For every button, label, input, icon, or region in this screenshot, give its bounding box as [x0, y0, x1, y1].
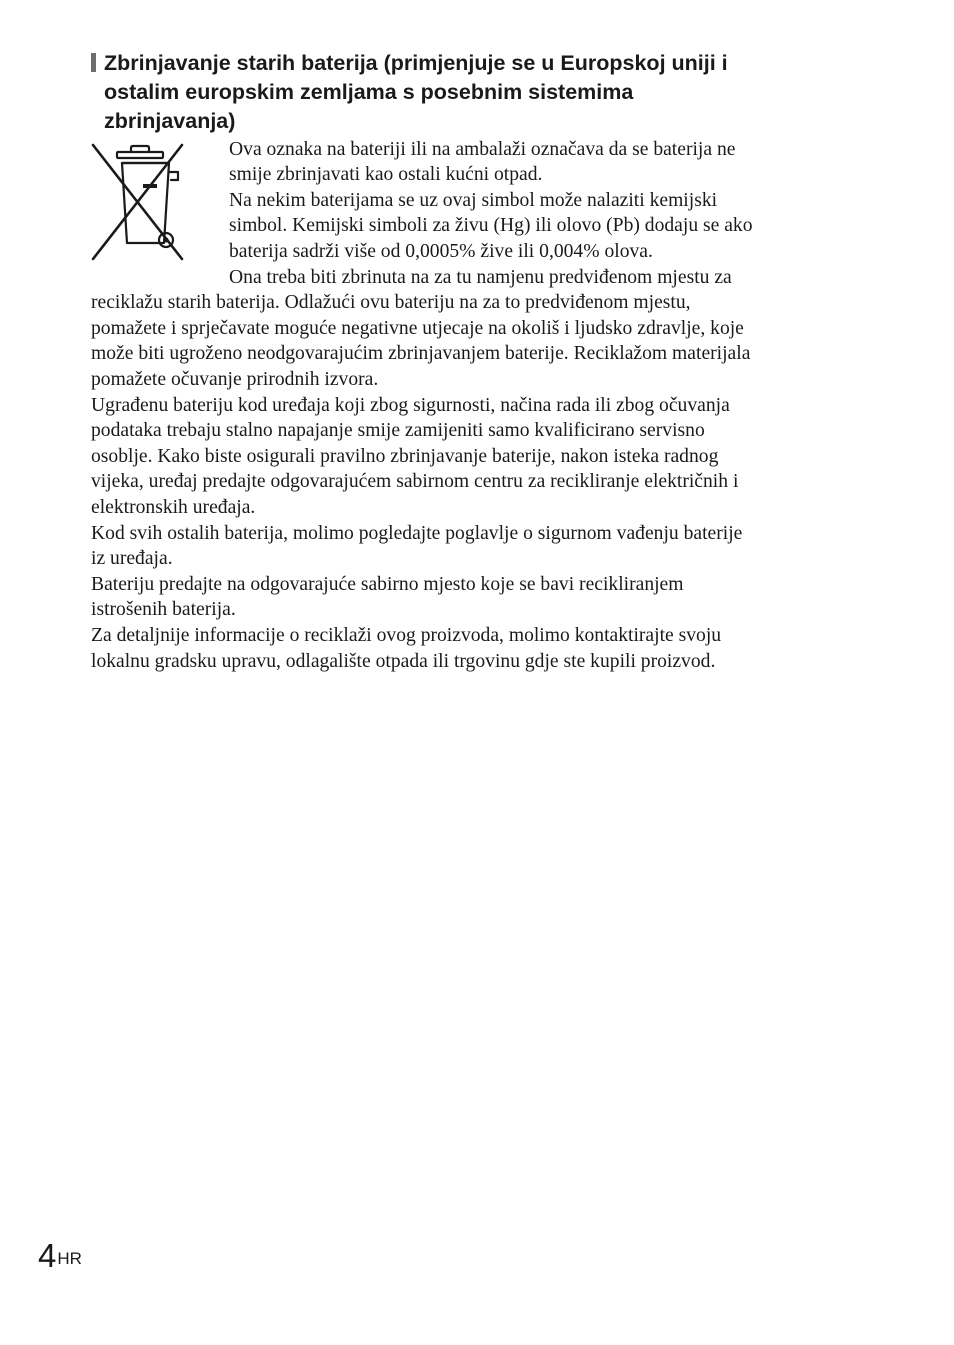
- page-language-code: HR: [57, 1249, 82, 1268]
- page-number: [38, 1238, 80, 1274]
- heading-line: Zbrinjavanje starih baterija (primjenjuje se u Europskoj uniji i: [104, 51, 728, 75]
- body-line: osoblje. Kako biste osigurali pravilno zbrinjavanje baterije, nakon isteka radnog: [91, 446, 719, 467]
- body-line: istrošenih baterija.: [91, 599, 236, 620]
- crossed-out-wheelie-bin-icon: [90, 142, 186, 262]
- heading-marker-bar: [91, 53, 96, 72]
- body-line: baterija sadrži više od 0,0005% žive ili 0,004% olova.: [229, 241, 653, 262]
- body-line: vijeka, uređaj predajte odgovarajućem sabirnom centru za recikliranje električnih i: [91, 471, 739, 492]
- body-line: Ona treba biti zbrinuta na za tu namjenu predviđenom mjestu za: [229, 267, 732, 288]
- page-number-value: 4: [38, 1237, 56, 1274]
- body-line: pomažete i sprječavate moguće negativne utjecaje na okoliš i ljudsko zdravlje, koje: [91, 318, 744, 339]
- body-line: Na nekim baterijama se uz ovaj simbol može nalaziti kemijski: [229, 190, 718, 211]
- body-line: iz uređaja.: [91, 548, 173, 569]
- body-line: pomažete očuvanje prirodnih izvora.: [91, 369, 379, 390]
- body-line: Ugrađenu bateriju kod uređaja koji zbog sigurnosti, načina rada ili zbog očuvanja: [91, 395, 730, 416]
- body-line: Kod svih ostalih baterija, molimo pogledajte poglavlje o sigurnom vađenju baterije: [91, 523, 743, 544]
- body-line: lokalnu gradsku upravu, odlagalište otpada ili trgovinu gdje ste kupili proizvod.: [91, 651, 716, 672]
- body-line: Ova oznaka na bateriji ili na ambalaži označava da se baterija ne: [229, 139, 736, 160]
- body-line: simbol. Kemijski simboli za živu (Hg) ili olovo (Pb) dodaju se ako: [229, 215, 753, 236]
- body-line: reciklažu starih baterija. Odlažući ovu bateriju na za to predviđenom mjestu,: [91, 292, 691, 313]
- body-line: Bateriju predajte na odgovarajuće sabirno mjesto koje se bavi recikliranjem: [91, 574, 684, 595]
- heading-line: zbrinjavanja): [104, 109, 236, 133]
- body-line: smije zbrinjavati kao ostali kućni otpad.: [229, 164, 543, 185]
- body-line: Za detaljnije informacije o reciklaži ovog proizvoda, molimo kontaktirajte svoju: [91, 625, 722, 646]
- body-line: podataka trebaju stalno napajanje smije zamijeniti samo kvalificirano servisno: [91, 420, 705, 441]
- section-heading: [104, 49, 864, 136]
- body-line: može biti ugroženo neodgovarajućim zbrinjavanjem baterije. Reciklažom materijala: [91, 343, 751, 364]
- heading-line: ostalim europskim zemljama s posebnim sistemima: [104, 80, 634, 104]
- body-line: elektronskih uređaja.: [91, 497, 256, 518]
